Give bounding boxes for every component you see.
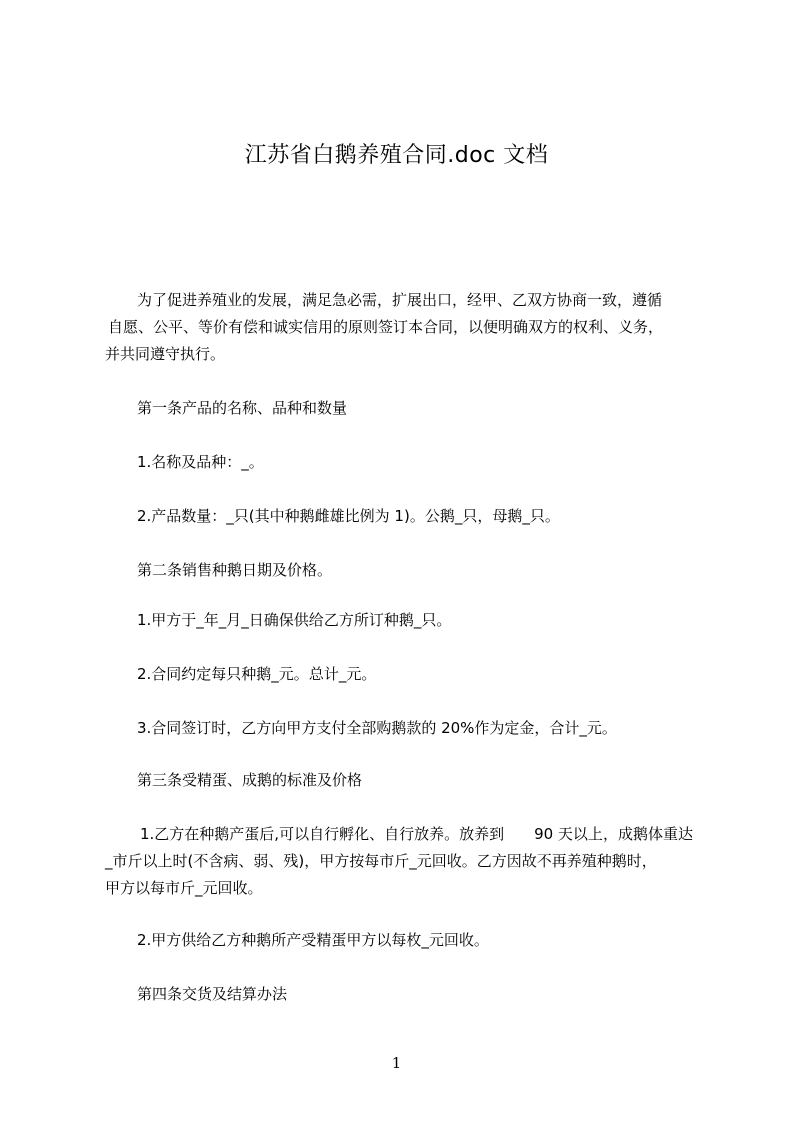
article-1-item-2: 2.产品数量：_只(其中种鹅雌雄比例为 1)。公鹅_只，母鹅_只。 xyxy=(137,507,560,525)
article-2-item-1: 1.甲方于_年_月_日确保供给乙方所订种鹅_只。 xyxy=(137,611,452,629)
article-3-item-1-line-3: 甲方以每市斤_元回收。 xyxy=(105,879,263,897)
article-3-item-1-line-1: 1.乙方在种鹅产蛋后,可以自行孵化、自行放养。放养到 90 天以上，成鹅体重达 xyxy=(140,825,693,843)
page-number: 1 xyxy=(391,1054,402,1072)
intro-line-2: 自愿、公平、等价有偿和诚实信用的原则签订本合同，以便明确双方的权利、义务， xyxy=(108,318,664,336)
article-1-heading: 第一条产品的名称、品种和数量 xyxy=(137,399,348,417)
document-title: 江苏省白鹅养殖合同.doc 文档 xyxy=(244,143,549,168)
article-3-item-1-line-2: _市斤以上时(不含病、弱、残)，甲方按每市斤_元回收。乙方因故不再养殖种鹅时， xyxy=(105,852,657,870)
article-2-item-3: 3.合同签订时，乙方向甲方支付全部购鹅款的 20%作为定金，合计_元。 xyxy=(137,719,617,737)
article-1-item-1: 1.名称及品种：_。 xyxy=(137,453,264,471)
article-2-heading: 第二条销售种鹅日期及价格。 xyxy=(137,561,333,579)
article-2-item-2: 2.合同约定每只种鹅_元。总计_元。 xyxy=(137,665,377,683)
article-3-heading: 第三条受精蛋、成鹅的标准及价格 xyxy=(137,771,363,789)
intro-line-1: 为了促进养殖业的发展，满足急必需，扩展出口，经甲、乙双方协商一致，遵循 xyxy=(137,291,663,309)
article-3-item-2: 2.甲方供给乙方种鹅所产受精蛋甲方以每枚_元回收。 xyxy=(137,931,489,949)
article-4-heading: 第四条交货及结算办法 xyxy=(137,985,288,1003)
intro-line-3: 并共同遵守执行。 xyxy=(105,345,226,363)
